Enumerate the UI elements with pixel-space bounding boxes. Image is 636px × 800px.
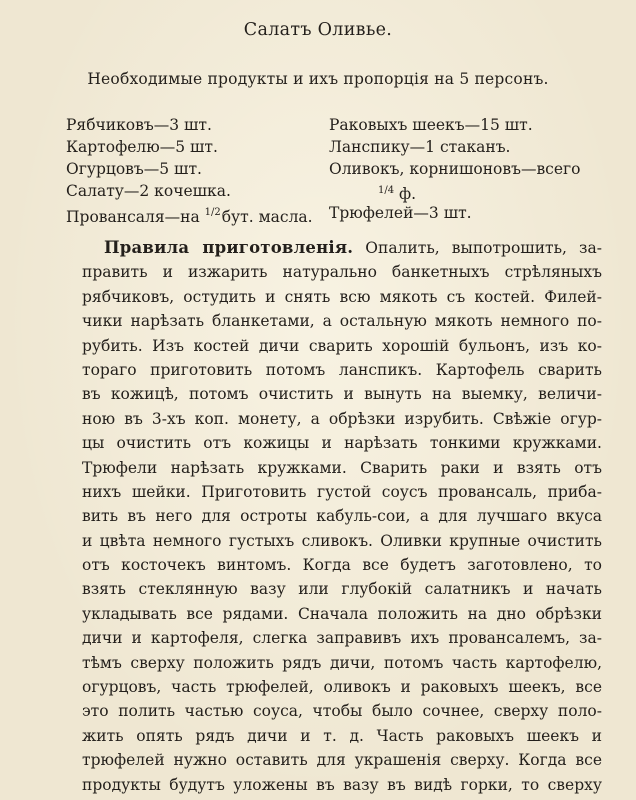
instructions-line: тѣмъ сверху положить рядъ дичи, потомъ часть картофелю, <box>82 653 602 672</box>
instructions-line: тораго приготовить потомъ ланспикъ. Картофель сварить <box>82 360 602 379</box>
instructions-line: это полить частью соуса, чтобы было сочнее, сверху поло- <box>82 702 602 721</box>
instructions-line: Трюфели нарѣзать кружками. Сварить раки и взять отъ <box>82 458 602 477</box>
instructions-line: ною въ 3-хъ коп. монету, а обрѣзки изрубить. Свѣжіе огур- <box>82 409 602 428</box>
instructions-line: взять стеклянную вазу или глубокій салатникъ и начать <box>82 580 602 599</box>
instructions-first-line <box>82 236 602 260</box>
instructions-paragraph <box>82 236 602 797</box>
instructions-first-line-rest: Опалить, выпотрошить, за- <box>365 239 602 257</box>
instructions-line: рябчиковъ, остудить и снять всю мякоть съ костей. Филей- <box>82 287 602 306</box>
instructions-heading: Правила приготовленія. <box>104 238 354 257</box>
ingredient-provencal <box>66 202 313 228</box>
ingredient-cucumber: Огурцовъ—5 шт. <box>66 160 202 178</box>
instructions-line: жить опять рядъ дичи и т. д. Часть раковыхъ шеекъ и <box>82 726 602 745</box>
ingredient-lettuce: Салату—2 кочешка. <box>66 182 231 200</box>
instructions-line: рубить. Изъ костей дичи сварить хорошій бульонъ, изъ ко- <box>82 336 602 355</box>
ingredient-aspic: Ланспику—1 стаканъ. <box>329 138 511 156</box>
ingredient-olives: Оливокъ, корнишоновъ—всего <box>329 160 581 178</box>
instructions-line: трюфелей нужно оставить для украшенія сверху. Когда все <box>82 751 602 770</box>
instructions-line: цы очистить отъ кожицы и нарѣзать тонкими кружками. <box>82 434 602 453</box>
provencal-unit: бут. масла. <box>221 208 313 226</box>
instructions-line: отъ косточекъ винтомъ. Когда все будетъ заготовлено, то <box>82 556 602 575</box>
ingredient-grouse: Рябчиковъ—3 шт. <box>66 116 212 134</box>
instructions-line: продукты будутъ уложены въ вазу въ видѣ горки, то сверху <box>82 775 602 794</box>
provencal-fraction: 1/2 <box>204 207 221 218</box>
provencal-label: Провансаля—на <box>66 208 200 226</box>
olives-unit: ф. <box>399 185 417 203</box>
instructions-line: править и изжарить натурально банкетныхъ стрѣляныхъ <box>82 263 602 282</box>
ingredient-potato: Картофелю—5 шт. <box>66 138 218 156</box>
ingredient-truffles: Трюфелей—3 шт. <box>329 204 472 222</box>
instructions-line: вить въ него для остроты кабуль-сои, а для лучшаго вкуса <box>82 507 602 526</box>
olives-fraction: 1/4 <box>378 185 395 196</box>
recipe-title: Салатъ Оливье. <box>243 20 393 40</box>
instructions-line: огурцовъ, часть трюфелей, оливокъ и раковыхъ шеекъ, все <box>82 678 602 697</box>
instructions-line: укладывать все рядами. Сначала положить на дно обрѣзки <box>82 604 602 623</box>
ingredient-crayfish: Раковыхъ шеекъ—15 шт. <box>329 116 533 134</box>
ingredients-subtitle: Необходимые продукты и ихъ пропорція на 5 персонъ. <box>87 70 549 88</box>
instructions-line: дичи и картофеля, слегка заправивъ ихъ провансалемъ, за- <box>82 629 602 648</box>
instructions-line: и цвѣта немного густыхъ сливокъ. Оливки крупные очистить <box>82 531 602 550</box>
instructions-line: въ кожицѣ, потомъ очистить и вынуть на выемку, величи- <box>82 385 602 404</box>
instructions-line: нихъ шейки. Приготовить густой соусъ провансаль, приба- <box>82 482 602 501</box>
instructions-line: чики нарѣзать бланкетами, а остальную мякоть немного по- <box>82 312 602 331</box>
